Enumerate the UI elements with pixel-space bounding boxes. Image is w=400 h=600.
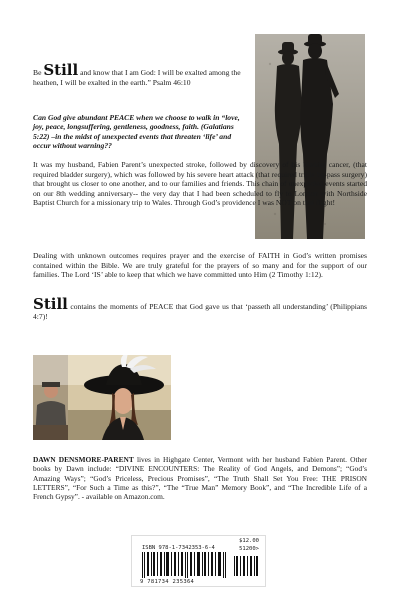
price-label: $12.00 — [239, 538, 259, 544]
closing-paragraph — [33, 295, 367, 321]
barcode-digits: 9 781734 235364 — [140, 579, 195, 585]
author-bio-text: lives in Highgate Center, Vermont with her husband Fabien Parent. Other books by Dawn include: “DIVINE ENCOUNTERS: The Reality of God Angels, and Demons”; “God’s Amazing Ways”; “God’s Priceless, Precious Promises”, “The Truth Shall Set You Free: THE PRISON LETTERS”, “For Such a Time as this?”, “The “True Man” Memory Book”, and “The Incredible Life of a French Gypsy”. - available on Amazon.com. — [33, 455, 367, 502]
author-name: DAWN DENSMORE-PARENT — [33, 455, 134, 464]
isbn-label: ISBN 978-1-7342353-6-4 — [142, 545, 215, 551]
faith-paragraph: Dealing with unknown outcomes requires prayer and the exercise of FAITH in God’s written promises contained within the Bible. We are truly grateful for the prayers of so many and for the support of our families. The Lord ‘IS’ able to keep that which we have committed unto Him (2 Timothy 1:12). — [33, 251, 367, 279]
author-photo — [68, 355, 171, 440]
closing-text: contains the moments of PEACE that God gave us that ‘passeth all understanding’ (Philippians 4:7)! — [33, 302, 367, 321]
barcode-bars-image — [140, 552, 260, 578]
shadow-silhouettes-image — [255, 34, 365, 239]
author-bio — [33, 455, 367, 501]
price-addon-digits: 51200> — [239, 546, 259, 552]
scripture-quote — [33, 61, 248, 87]
author-portrait-image — [68, 355, 171, 440]
husband-photo — [33, 355, 69, 440]
still-word-decorative: Still — [33, 295, 68, 313]
still-word-decorative: Still — [43, 61, 79, 79]
question-text: Can God give abundant PEACE when we choose to walk in “love, joy, peace, longsuffering, gentleness, goodness, faith. (Galatians 5:22) –in the midst of unexpected events that threaten ‘life’ and occur without warning?? — [33, 113, 240, 151]
story-paragraph: It was my husband, Fabien Parent’s unexpected stroke, followed by discovery of his bladder cancer, (that required bladder surgery), which was followed by his severe heart attack (that required triple by-pass surgery) that brought us closer to one another, and to our families and friends. This chain of unexpected events started on our 8th wedding anniversary-- the very day that I had been scheduled to fly to London with Northside Baptist Church for a missionary trip to Wales. Through God’s providence I was NOT on that flight! — [33, 160, 367, 207]
shadow-couple-photo — [255, 34, 365, 239]
husband-portrait-image — [33, 355, 69, 440]
scripture-prefix: Be — [33, 68, 44, 77]
scripture-text: and know that I am God: I will be exalted among the heathen, I will be exalted in the earth.” Psalm 46:10 — [33, 68, 241, 87]
isbn-barcode — [131, 535, 266, 587]
